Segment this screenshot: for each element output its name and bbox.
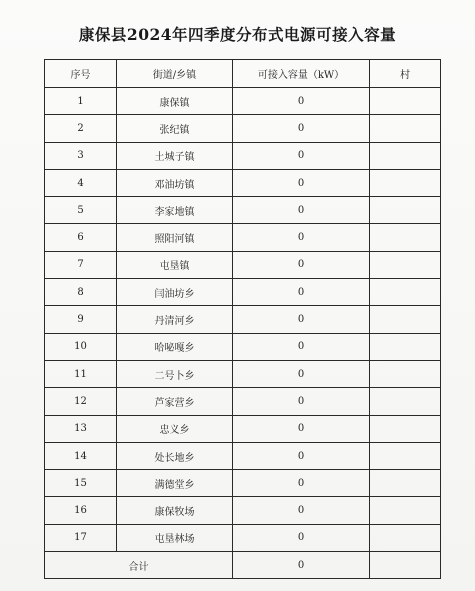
row-capacity-cell: 0 bbox=[233, 88, 370, 115]
row-index-cell: 10 bbox=[45, 333, 117, 360]
row-index-cell: 15 bbox=[45, 470, 117, 497]
row-town-cell: 李家地镇 bbox=[117, 197, 233, 224]
row-index-cell: 4 bbox=[45, 169, 117, 196]
row-town-cell: 哈咇嘎乡 bbox=[117, 333, 233, 360]
row-index-cell: 16 bbox=[45, 497, 117, 524]
table-row bbox=[45, 115, 441, 142]
row-index-cell: 5 bbox=[45, 197, 117, 224]
row-town-cell: 康保牧场 bbox=[117, 497, 233, 524]
row-village-cell bbox=[370, 333, 441, 360]
table-row bbox=[45, 197, 441, 224]
row-village-cell bbox=[370, 197, 441, 224]
table-body bbox=[45, 88, 441, 579]
row-index-cell: 6 bbox=[45, 224, 117, 251]
table-header-row bbox=[45, 60, 441, 88]
row-capacity-cell: 0 bbox=[233, 470, 370, 497]
row-village-cell bbox=[370, 279, 441, 306]
total-row bbox=[45, 552, 441, 579]
row-village-cell bbox=[370, 360, 441, 387]
total-village-cell bbox=[370, 552, 441, 579]
row-capacity-cell: 0 bbox=[233, 360, 370, 387]
row-town-cell: 芦家营乡 bbox=[117, 388, 233, 415]
row-town-cell: 处长地乡 bbox=[117, 442, 233, 469]
row-village-cell bbox=[370, 169, 441, 196]
header-village: 村 bbox=[370, 60, 441, 88]
table-row bbox=[45, 169, 441, 196]
row-town-cell: 二号卜乡 bbox=[117, 360, 233, 387]
row-town-cell: 张纪镇 bbox=[117, 115, 233, 142]
table-row bbox=[45, 333, 441, 360]
row-town-cell: 屯垦林场 bbox=[117, 524, 233, 551]
row-town-cell: 康保镇 bbox=[117, 88, 233, 115]
table-row bbox=[45, 442, 441, 469]
row-index-cell: 7 bbox=[45, 251, 117, 278]
row-town-cell: 闫油坊乡 bbox=[117, 279, 233, 306]
row-village-cell bbox=[370, 442, 441, 469]
table-row bbox=[45, 279, 441, 306]
row-town-cell: 忠义乡 bbox=[117, 415, 233, 442]
row-village-cell bbox=[370, 524, 441, 551]
row-village-cell bbox=[370, 88, 441, 115]
row-index-cell: 2 bbox=[45, 115, 117, 142]
header-capacity: 可接入容量（kW） bbox=[233, 60, 370, 88]
row-capacity-cell: 0 bbox=[233, 524, 370, 551]
row-index-cell: 17 bbox=[45, 524, 117, 551]
row-capacity-cell: 0 bbox=[233, 388, 370, 415]
row-village-cell bbox=[370, 388, 441, 415]
row-town-cell: 屯垦镇 bbox=[117, 251, 233, 278]
row-index-cell: 13 bbox=[45, 415, 117, 442]
row-capacity-cell: 0 bbox=[233, 279, 370, 306]
table-row bbox=[45, 524, 441, 551]
table-row bbox=[45, 470, 441, 497]
row-town-cell: 土城子镇 bbox=[117, 142, 233, 169]
table-row bbox=[45, 388, 441, 415]
row-village-cell bbox=[370, 306, 441, 333]
table-row bbox=[45, 306, 441, 333]
row-village-cell bbox=[370, 415, 441, 442]
document-title: 康保县2024年四季度分布式电源可接入容量 bbox=[78, 25, 397, 44]
table-row bbox=[45, 497, 441, 524]
row-capacity-cell: 0 bbox=[233, 142, 370, 169]
row-capacity-cell: 0 bbox=[233, 415, 370, 442]
row-village-cell bbox=[370, 224, 441, 251]
row-index-cell: 1 bbox=[45, 88, 117, 115]
row-capacity-cell: 0 bbox=[233, 169, 370, 196]
row-village-cell bbox=[370, 470, 441, 497]
row-village-cell bbox=[370, 115, 441, 142]
row-index-cell: 11 bbox=[45, 360, 117, 387]
row-village-cell bbox=[370, 251, 441, 278]
row-capacity-cell: 0 bbox=[233, 115, 370, 142]
row-capacity-cell: 0 bbox=[233, 251, 370, 278]
header-town: 街道/乡镇 bbox=[117, 60, 233, 88]
row-capacity-cell: 0 bbox=[233, 197, 370, 224]
row-capacity-cell: 0 bbox=[233, 497, 370, 524]
table-row bbox=[45, 360, 441, 387]
row-town-cell: 邓油坊镇 bbox=[117, 169, 233, 196]
row-capacity-cell: 0 bbox=[233, 224, 370, 251]
total-capacity-cell: 0 bbox=[233, 552, 370, 579]
row-capacity-cell: 0 bbox=[233, 333, 370, 360]
table-row bbox=[45, 415, 441, 442]
row-index-cell: 14 bbox=[45, 442, 117, 469]
row-town-cell: 照阳河镇 bbox=[117, 224, 233, 251]
table-row bbox=[45, 251, 441, 278]
row-town-cell: 丹清河乡 bbox=[117, 306, 233, 333]
table-row bbox=[45, 224, 441, 251]
table-row bbox=[45, 142, 441, 169]
table-row bbox=[45, 88, 441, 115]
row-index-cell: 3 bbox=[45, 142, 117, 169]
row-capacity-cell: 0 bbox=[233, 442, 370, 469]
row-village-cell bbox=[370, 142, 441, 169]
header-index: 序号 bbox=[45, 60, 117, 88]
total-label-cell: 合计 bbox=[45, 552, 233, 579]
capacity-table bbox=[44, 59, 441, 579]
row-capacity-cell: 0 bbox=[233, 306, 370, 333]
row-index-cell: 12 bbox=[45, 388, 117, 415]
row-index-cell: 9 bbox=[45, 306, 117, 333]
row-village-cell bbox=[370, 497, 441, 524]
row-town-cell: 满德堂乡 bbox=[117, 470, 233, 497]
row-index-cell: 8 bbox=[45, 279, 117, 306]
